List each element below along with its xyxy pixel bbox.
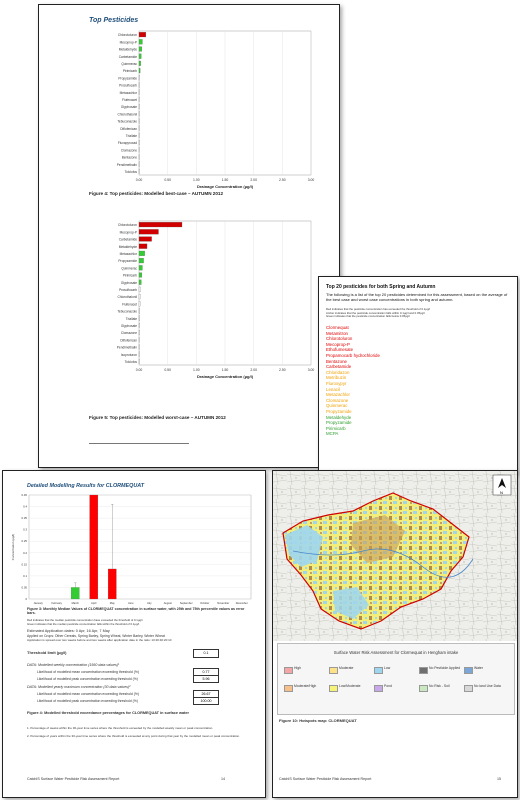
category-label: Tolclofos: [124, 359, 137, 364]
bar: [139, 301, 140, 306]
bar: [139, 273, 142, 278]
chart-worst-case: [39, 213, 339, 413]
pesticide-list-item: Metazachlor: [326, 392, 350, 398]
category-label: Metazachlor: [119, 90, 137, 95]
bar: [139, 104, 140, 109]
y-tick-label: 0.25: [21, 539, 27, 544]
pesticide-list-item: Bentazone: [326, 358, 347, 364]
weekly-peak-value: 5.96: [193, 675, 219, 683]
legend-label: No Risk - Soil: [429, 684, 450, 688]
bar: [139, 258, 144, 263]
x-tick-label: February: [51, 602, 62, 605]
category-label: Glyphosate: [120, 105, 137, 110]
weekly-mean-label: Likelihood of modelled mean concentration exceeding threshold (%): [37, 670, 139, 674]
category-label: Glyphosate: [120, 280, 137, 285]
y-tick-label: 0.4: [23, 504, 27, 509]
weekly-mean-value: 0.77: [193, 668, 219, 676]
x-tick-label: 1.00: [193, 178, 200, 182]
x-tick-label: 2.50: [279, 178, 286, 182]
x-axis-label: Drainage Concentration (µg/l): [196, 184, 254, 189]
bar: [139, 294, 140, 299]
figure-5-caption: Figure 5: Top pesticides: Modelled worst-case – AUTUMN 2012: [89, 415, 226, 420]
category-label: Fluxapyroxad: [117, 141, 137, 146]
bar: [139, 345, 140, 350]
legend-label: Low: [384, 666, 391, 670]
category-label: Metaldehyde: [118, 47, 137, 52]
map-legend: [277, 643, 515, 715]
note-red: Red indicates that the pesticide concentration has exceeded the threshold of 0.1µg/l: [326, 307, 430, 311]
pesticide-list-item: Quinmerac: [326, 403, 348, 409]
threshold-value: 0.1: [193, 649, 219, 658]
bar: [139, 251, 145, 256]
bar: [139, 97, 140, 102]
bar: [139, 352, 140, 357]
legend-item: [329, 682, 373, 696]
x-tick-label: April: [91, 602, 97, 605]
footnote-divider: [89, 443, 189, 444]
category-label: Chlorothalonil: [117, 295, 137, 300]
x-axis-label: Drainage Concentration (µg/l): [196, 374, 254, 379]
bar: [139, 47, 142, 52]
category-label: Chlorotoluron: [117, 33, 137, 38]
legend-label: Pond: [384, 684, 392, 688]
bar: [139, 75, 140, 80]
bar: [139, 309, 140, 314]
x-tick-label: March: [71, 602, 79, 605]
x-tick-label: 1.50: [221, 178, 229, 182]
legend-swatch: [464, 667, 473, 674]
y-tick-label: 0.2: [23, 550, 27, 555]
legend-items: [284, 664, 510, 704]
category-label: Pirimicarb: [122, 273, 137, 278]
x-tick-label: May: [109, 602, 115, 605]
yearly-mean-label: Likelihood of modelled mean concentration exceeding threshold (%): [37, 692, 139, 696]
report-page-hotspots-map: [272, 470, 518, 798]
category-label: Propyzamide: [118, 76, 137, 81]
legend-swatch: [419, 667, 428, 674]
chart-best-case: [39, 23, 339, 213]
legend-swatch: [329, 685, 338, 692]
category-label: Clomazone: [120, 148, 137, 153]
report-page-detailed-results: [2, 470, 266, 798]
pesticide-list-item: Lenacil: [326, 386, 340, 392]
x-tick-label: 2.50: [279, 368, 286, 372]
x-tick-label: August: [163, 602, 172, 605]
pesticide-list-item: Clormequat: [326, 325, 349, 330]
category-label: Tebuconazole: [117, 119, 137, 124]
category-label: Tebuconazole: [117, 309, 137, 314]
page-number: 15: [497, 777, 501, 781]
bar: [139, 323, 140, 328]
x-tick-label: 3.00: [307, 178, 315, 182]
hotspots-map: [273, 471, 517, 641]
pesticide-list-item: MCPA: [326, 431, 339, 437]
bar: [139, 83, 140, 88]
pesticide-list-item: Ethofumesate: [326, 347, 354, 353]
bar: [139, 147, 140, 152]
bar: [139, 337, 140, 342]
legend-item: [419, 682, 463, 696]
bar: [139, 169, 140, 174]
category-label: Flufenacet: [122, 302, 137, 307]
report-page-top20: [318, 276, 518, 473]
bar: [139, 162, 140, 167]
x-tick-label: January: [33, 602, 43, 605]
x-tick-label: 1.00: [193, 368, 200, 372]
pesticide-list-item: Clomazone: [326, 397, 349, 403]
bar: [71, 587, 79, 599]
pesticide-list-item: Pirimicarb: [326, 425, 346, 431]
detail-title: Detailed Modelling Results for CLORMEQUAT: [27, 483, 145, 489]
category-label: Pendimethalin: [116, 162, 137, 167]
legend-item: [374, 664, 418, 678]
y-tick-label: 0: [25, 597, 27, 601]
category-label: Diflufenican: [120, 338, 137, 343]
bar: [90, 495, 98, 599]
bar: [139, 359, 140, 364]
bar: [139, 119, 140, 124]
legend-swatch: [374, 685, 383, 692]
legend-item: [419, 664, 463, 678]
yearly-peak-label: Likelihood of modelled peak concentration exceeding threshold (%): [37, 699, 138, 703]
bar: [139, 90, 140, 95]
y-tick-label: 0.1: [23, 573, 27, 578]
weekly-peak-label: Likelihood of modelled peak concentration exceeding threshold (%): [37, 677, 138, 681]
category-label: Triallate: [125, 316, 137, 321]
pesticide-list: [326, 325, 380, 437]
weekly-title: DATA: Modelled weekly concentration (1560 data values)¹: [27, 663, 120, 667]
category-label: Mecoprop-P: [119, 40, 137, 45]
legend-swatch: [419, 685, 428, 692]
category-label: Bentazone: [121, 155, 137, 160]
bar: [139, 244, 147, 249]
bar: [139, 32, 146, 37]
bar: [139, 330, 140, 335]
category-label: Pendimethalin: [116, 345, 137, 350]
legend-swatch: [284, 667, 293, 674]
bar: [139, 222, 182, 227]
bar: [108, 569, 116, 599]
category-label: Triallate: [125, 133, 137, 138]
bar: [139, 265, 142, 270]
legend-swatch: [464, 685, 473, 692]
pesticide-list-item: Chloridazon: [326, 369, 350, 375]
figure-3-caption: Figure 3: Monthly Median Values of CLORMEQUAT concentration in surface water, with 25th and 75th percentile values as error bars.: [27, 607, 245, 616]
note-amber: Amber indicates that the pesticide concentration falls within 0.1µg/l and 0.05µg/l: [326, 310, 425, 315]
pesticide-list-item: Mecoprop-P: [326, 341, 350, 347]
legend-label: Moderate: [339, 666, 354, 670]
category-label: Metazachlor: [119, 251, 137, 256]
legend-item: [464, 664, 508, 678]
category-label: Pirimicarb: [122, 69, 137, 74]
category-label: Isoproturon: [120, 352, 137, 357]
bar: [139, 126, 140, 131]
x-tick-label: 0.50: [164, 178, 171, 182]
note-red: Red indicates that the median pesticide concentration have exceeded the threshold of 0.1µg/l.: [27, 618, 144, 622]
yearly-title: DATA: Modelled yearly maximum concentration (30 data values)²: [27, 685, 131, 689]
x-tick-label: 1.50: [221, 368, 229, 372]
north-label: N: [500, 490, 503, 495]
pesticide-list-item: Metribuzin: [326, 375, 347, 381]
legend-item: [284, 664, 328, 678]
category-label: Quinmerac: [121, 61, 137, 66]
legend-swatch: [284, 685, 293, 692]
legend-item: [464, 682, 508, 696]
bar: [139, 287, 141, 292]
pesticide-list-item: Chlorotoluron: [326, 336, 353, 342]
category-label: Chlorothalonil: [117, 112, 137, 117]
pesticide-list-item: Carbetamide: [326, 364, 352, 370]
bar: [139, 54, 141, 59]
figure-4-caption: Figure 4: Top pesticides: Modelled best-case – AUTUMN 2012: [89, 191, 224, 196]
x-tick-label: October: [200, 602, 210, 605]
pesticide-list-item: Propamocarb hydrochloride: [326, 352, 380, 358]
x-tick-label: November: [217, 602, 230, 605]
category-label: Clomazone: [120, 331, 137, 336]
x-tick-label: 3.00: [307, 368, 315, 372]
legend-item: [374, 682, 418, 696]
footnote-weeks: 1. Percentage of weeks within the 30-year time series where the threshold is exceeded by the modelled weekly mean or peak concentration.: [27, 726, 214, 730]
footnote-years: 2. Percentage of years within the 30-year time series where the threshold is exceeded at any point during that year by the modelled mean or peak concentration.: [27, 734, 240, 738]
note-green: Green indicates that the median pesticide concentration falls within the threshold of 0.1µg/l.: [27, 621, 140, 626]
figure-4-caption: Figure 4: Modelled threshold exceedance percentages for CLORMEQUAT in surface water: [27, 711, 189, 715]
x-tick-label: 2.00: [250, 368, 257, 372]
category-label: Carbetamide: [118, 237, 137, 242]
y-tick-label: 0.15: [21, 562, 27, 567]
bar: [139, 237, 152, 242]
yearly-mean-value: 26.67: [193, 690, 219, 698]
threshold-label: Threshold limit (µg/l): [27, 650, 67, 655]
bar: [139, 39, 142, 44]
y-tick-label: 0.35: [21, 516, 27, 521]
category-label: Prosulfocarb: [119, 287, 137, 292]
footer-report-name: CatchIS Surface Water Pesticide Risk Assessment Report: [27, 777, 120, 781]
footer-report-name: CatchIS Surface Water Pesticide Risk Assessment Report: [279, 777, 372, 781]
y-tick-label: 0.45: [21, 493, 27, 497]
pesticide-list-item: Propyzamide: [326, 420, 352, 426]
page-number: 14: [221, 777, 225, 781]
category-label: Propyzamide: [118, 259, 137, 264]
legend-label: Water: [474, 666, 483, 670]
x-tick-label: 0.00: [135, 178, 143, 182]
category-label: Flufenacet: [122, 97, 137, 102]
legend-swatch: [329, 667, 338, 674]
application-spread: Application is spread over two weeks before and two weeks after application date in the ratio: 10:20:40:20:10: [27, 638, 172, 642]
y-tick-label: 0.3: [23, 527, 27, 532]
legend-title: Surface Water Risk Assessment for Clormequat in Hengham intake: [333, 650, 459, 655]
pesticide-list-item: Propyzamide: [326, 408, 352, 414]
legend-label: No Pesticide Applied: [429, 666, 461, 670]
y-axis-label: Concentration (µg/l): [11, 533, 15, 561]
x-tick-label: 2.00: [250, 178, 257, 182]
pesticide-list-item: Fluroxypyr: [326, 380, 347, 386]
bar: [139, 155, 140, 160]
legend-item: [329, 664, 373, 678]
category-label: Diflufenican: [120, 126, 137, 131]
top20-intro: The following is a list of the top 20 pesticides determined for this assessment, based on the average of the best case and worst case concentrations in both spring and autumn.: [326, 292, 508, 302]
monthly-median-chart: [7, 489, 257, 619]
bar: [139, 111, 140, 116]
category-label: Tolclofos: [124, 169, 137, 174]
note-green: Green indicates that the pesticide concentration falls below 0.05µg/l: [326, 314, 410, 318]
bar: [139, 133, 140, 138]
report-page-top-pesticides: [38, 4, 340, 468]
category-label: Chlorotoluron: [117, 223, 137, 228]
category-label: Mecoprop-P: [119, 230, 137, 235]
x-tick-label: July: [146, 602, 152, 605]
y-tick-label: 0.05: [21, 585, 27, 590]
bar: [139, 68, 140, 73]
bar: [139, 229, 158, 234]
category-label: Quinmerac: [121, 266, 137, 271]
figure-10-caption: Figure 10: Hotspots map: CLORMEQUAT: [279, 718, 357, 723]
bar: [139, 280, 141, 285]
plot-area: [29, 495, 251, 599]
legend-label: No land Use Data: [474, 684, 501, 688]
x-tick-label: September: [179, 602, 193, 605]
x-tick-label: 0.00: [135, 368, 143, 372]
legend-label: Moderate/High: [294, 684, 317, 688]
legend-label: Low/Moderate: [339, 684, 361, 688]
legend-label: High: [294, 666, 301, 670]
legend-swatch: [374, 667, 383, 674]
x-tick-label: 0.50: [164, 368, 171, 372]
pesticide-list-item: Metaldehyde: [326, 414, 352, 420]
page-title: Top Pesticides: [89, 17, 139, 24]
yearly-peak-value: 100.00: [193, 697, 219, 705]
top20-title: Top 20 pesticides for both Spring and Autumn: [326, 284, 436, 290]
x-tick-label: December: [235, 602, 248, 605]
category-label: Prosulfocarb: [119, 83, 137, 88]
bar: [139, 140, 140, 145]
category-label: Carbetamide: [118, 54, 137, 59]
bar: [139, 316, 140, 321]
pesticide-list-item: Metamitron: [326, 330, 348, 336]
x-tick-label: June: [127, 602, 134, 605]
legend-item: [284, 682, 328, 696]
bar: [139, 61, 141, 66]
application-dates: Estimated Application dates: 0 Apr, 16 Apr, 7 May: [27, 629, 110, 633]
category-label: Glyphosate: [120, 323, 137, 328]
application-crops: Applied on Crops: Other Cereals, Spring Barley, Spring Wheat, Winter Barley, Winter Wheat: [27, 634, 165, 638]
category-label: Metaldehyde: [118, 244, 137, 249]
